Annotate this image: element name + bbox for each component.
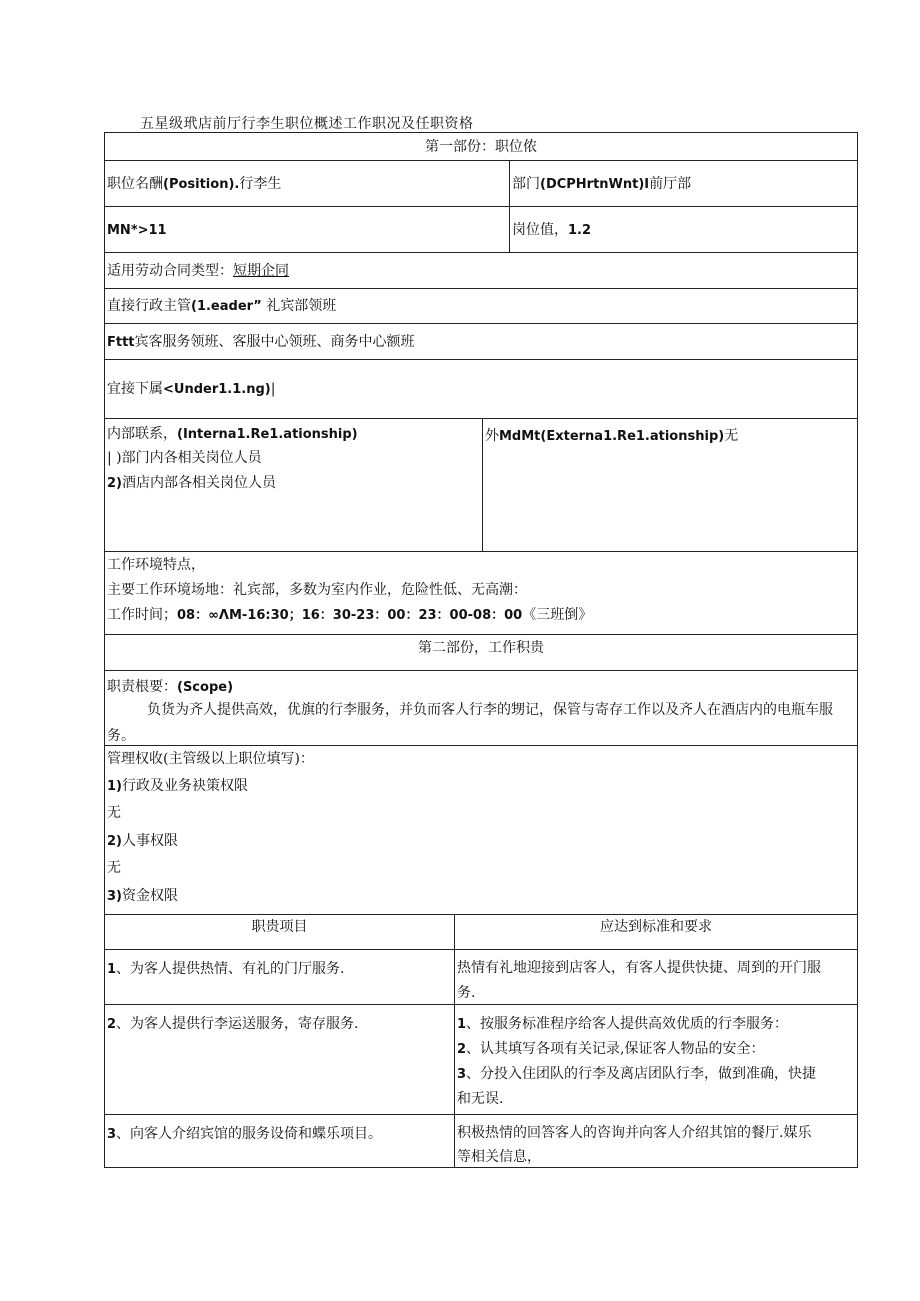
environment-time-tail: 《三班倒》 bbox=[522, 607, 593, 623]
environment-title: 工作环境特点， bbox=[107, 557, 205, 573]
post-value-label: 岗位值， bbox=[512, 222, 568, 238]
supervisor-row bbox=[104, 288, 858, 323]
authority-row bbox=[104, 745, 858, 914]
internal-item-2-num: 2) bbox=[107, 476, 122, 491]
duty-row-1-text: 、为客人提供热情、有礼的门厅服务. bbox=[116, 961, 345, 977]
duty-row-2 bbox=[104, 1004, 858, 1114]
internal-code: (Interna1.Re1.ationship) bbox=[177, 427, 358, 442]
scope-code: (Scope) bbox=[177, 680, 234, 695]
supervisor-label: 直接行政主管 bbox=[107, 298, 191, 314]
subordinate-tail: | bbox=[270, 381, 276, 397]
part2-header: 第二部份，工作积贵 bbox=[418, 640, 544, 656]
duty-row-1-num: 1 bbox=[107, 962, 117, 977]
subordinate-code: <Under1.1.ng) bbox=[163, 382, 271, 397]
duty-row-2-text: 、为客人提供行李运送服务，寄存服务. bbox=[116, 1016, 359, 1032]
authority-item-3 bbox=[107, 885, 178, 905]
department-cell bbox=[509, 161, 857, 206]
duty-row-2-std-2 bbox=[457, 1038, 765, 1058]
scope-label: 职责根要： bbox=[107, 679, 177, 695]
internal-label: 内部联系， bbox=[107, 426, 177, 442]
duty-row-3-std-line-1: 积极热情的回答客人的咨询并向客人介绍其馆的餐厅.媒乐 bbox=[457, 1125, 812, 1141]
duty-row-1-item bbox=[105, 950, 454, 1004]
external-cell bbox=[482, 419, 857, 551]
internal-item-1 bbox=[107, 447, 262, 467]
duty-row-2-std-1-num: 1 bbox=[457, 1017, 467, 1032]
part2-header-row bbox=[104, 634, 858, 670]
authority-item-1-label: 行政及业务袂策权限 bbox=[122, 778, 248, 794]
duty-row-2-std-3-num: 3 bbox=[457, 1067, 467, 1082]
external-value: 无 bbox=[724, 428, 739, 444]
duty-row-2-std-2-text: 、认其填写各项有关记录,保证客人物品的安全： bbox=[466, 1041, 765, 1057]
authority-item-1 bbox=[107, 775, 248, 795]
authority-title: 管理权收(主管级以上职位填写)： bbox=[107, 751, 314, 767]
duty-table-header bbox=[104, 914, 858, 949]
internal-cell bbox=[105, 419, 482, 551]
internal-item-1-tail: ) bbox=[116, 450, 122, 466]
duty-row-2-standard bbox=[454, 1005, 857, 1114]
peer-code: Fttt bbox=[107, 335, 135, 350]
peer-row bbox=[104, 323, 858, 359]
environment-row bbox=[104, 551, 858, 634]
subordinate-label: 宜接下属 bbox=[107, 381, 163, 397]
authority-item-1-num: 1) bbox=[107, 779, 122, 794]
position-cell bbox=[105, 161, 509, 206]
duty-row-2-item bbox=[105, 1005, 454, 1114]
subordinate-row bbox=[104, 359, 858, 418]
authority-item-3-num: 3) bbox=[107, 889, 122, 904]
post-value-cell bbox=[509, 207, 857, 252]
external-label: 外 bbox=[485, 428, 499, 444]
duty-row-1 bbox=[104, 949, 858, 1004]
document-title: 五星级玳店前厅行李生职位概述工作职况及任职资格 bbox=[140, 116, 474, 132]
duty-row-2-std-3-text: 、分投入住团队的行李及离店团队行李，做到准确，快捷 bbox=[466, 1066, 817, 1082]
supervisor-code: (1.eader” bbox=[191, 299, 262, 314]
authority-item-2 bbox=[107, 830, 178, 850]
authority-item-2-label: 人事权限 bbox=[122, 833, 178, 849]
department-label: 部门 bbox=[512, 176, 540, 192]
duty-row-3-item bbox=[105, 1115, 454, 1167]
duty-row-3 bbox=[104, 1114, 858, 1168]
position-value: 行李生 bbox=[239, 176, 282, 192]
authority-item-2-num: 2) bbox=[107, 834, 122, 849]
external-title bbox=[485, 425, 738, 445]
authority-item-1-value: 无 bbox=[107, 805, 121, 821]
part1-header-row bbox=[104, 132, 858, 160]
duty-row-2-num: 2 bbox=[107, 1017, 117, 1032]
duty-row-2-std-2-num: 2 bbox=[457, 1042, 467, 1057]
post-value: 1.2 bbox=[568, 223, 592, 238]
mn-cell bbox=[105, 207, 509, 252]
duty-row-2-std-1-text: 、按服务标准程序给客人提供高效优质的行李服务： bbox=[466, 1016, 789, 1032]
department-code: (DCPHrtnWnt)I bbox=[540, 177, 650, 192]
scope-text: 负货为齐人提供高效，优旗的行李服务，并负而客人行李的甥记，保管与寄存工作以及齐人在酒店内的电瓶车服务。 bbox=[107, 702, 833, 744]
environment-time-label: 工作时间； bbox=[107, 607, 177, 623]
position-row bbox=[104, 160, 858, 206]
duty-row-1-standard bbox=[454, 950, 857, 1004]
duty-row-3-standard bbox=[454, 1115, 857, 1167]
duty-row-1-std-line-2: 务. bbox=[457, 985, 476, 1001]
environment-place: 主要工作环境场地：礼宾部，多数为室内作业，危险性低、无高潮： bbox=[107, 582, 527, 598]
internal-item-1-text: 部门内各相关岗位人员 bbox=[121, 450, 262, 466]
contract-row bbox=[104, 252, 858, 288]
duty-row-2-std-3 bbox=[457, 1063, 816, 1083]
duty-row-3-std-line-2: 等相关信息， bbox=[457, 1149, 541, 1165]
position-code: (Position). bbox=[163, 177, 240, 192]
position-label: 职位名酬 bbox=[107, 176, 163, 192]
duty-row-2-std-tail: 和无误. bbox=[457, 1091, 504, 1107]
department-value: 前厅部 bbox=[649, 176, 692, 192]
scope-row bbox=[104, 670, 858, 745]
mn-code: MN*>11 bbox=[107, 223, 167, 238]
grade-row bbox=[104, 206, 858, 252]
duty-header-item: 职贵项目 bbox=[251, 919, 308, 935]
scope-title bbox=[107, 676, 233, 696]
peer-value: 宾客服务领班、客服中心领班、商务中心额班 bbox=[134, 334, 415, 350]
supervisor-value: 礼宾部领班 bbox=[266, 298, 337, 314]
contract-value: 短期企同 bbox=[233, 263, 289, 279]
duty-row-3-num: 3 bbox=[107, 1127, 117, 1142]
external-code: MdMt(Externa1.Re1.ationship) bbox=[499, 429, 725, 444]
duty-row-3-text: 、向客人介绍宾馆的服务设倚和蝶乐项目。 bbox=[116, 1126, 383, 1142]
contract-label: 适用劳动合同类型： bbox=[107, 263, 233, 279]
authority-item-3-label: 资金权限 bbox=[122, 888, 178, 904]
relationship-row bbox=[104, 418, 858, 551]
internal-item-2-text: 酒店内部各相关岗位人员 bbox=[122, 475, 276, 491]
internal-item-1-num: | bbox=[107, 450, 112, 466]
internal-title bbox=[107, 423, 358, 443]
environment-time-value: 08：∞ΛM-16:30；16：30-23：00：23：00-08：00 bbox=[177, 608, 523, 623]
internal-item-2 bbox=[107, 472, 276, 492]
environment-time bbox=[107, 604, 592, 624]
part1-header: 第一部份：职位侬 bbox=[425, 139, 537, 155]
duty-header-standard: 应达到标准和要求 bbox=[454, 915, 857, 949]
job-description-form bbox=[104, 132, 858, 1168]
duty-row-1-std-line-1: 热情有礼地迎接到店客人，有客人提供快捷、周到的开门服 bbox=[457, 960, 821, 976]
duty-row-2-std-1 bbox=[457, 1013, 788, 1033]
authority-item-2-value: 无 bbox=[107, 860, 121, 876]
